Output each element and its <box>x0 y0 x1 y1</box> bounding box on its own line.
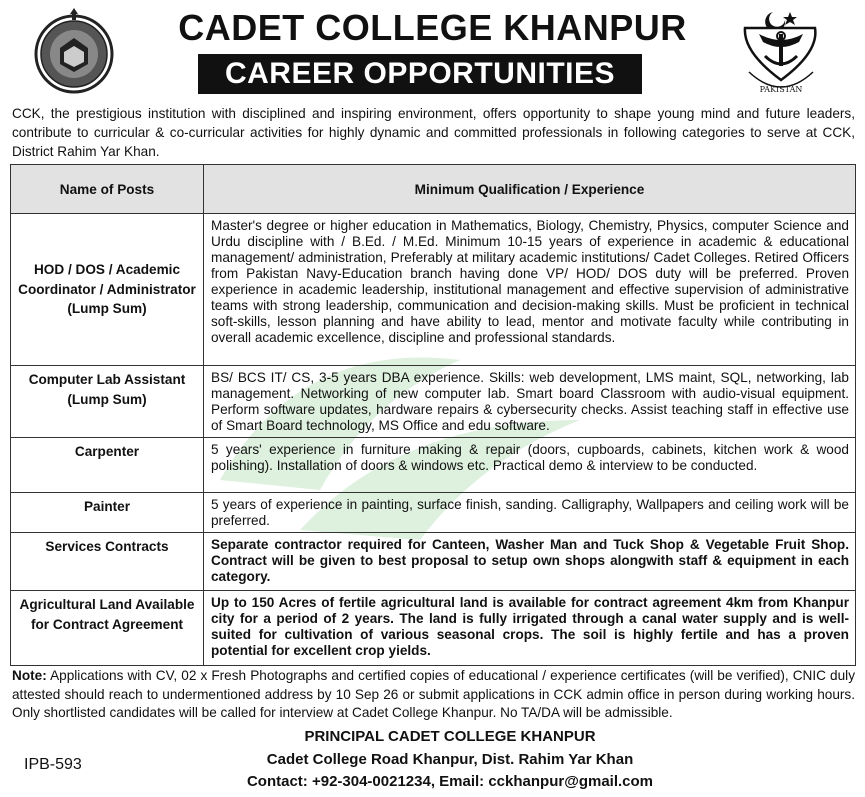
table-row <box>11 493 856 533</box>
header-name-of-posts: Name of Posts <box>11 165 204 214</box>
post-description: Master's degree or higher education in Mathematics, Biology, Chemistry, Physics, computer Science and Urdu discipline with / B.Ed. / M.Ed. Minimum 10-15 years of experience in academic & educational management/ administration, Preferably at military academic institutions/ Cadet Colleges. Retired Officers from Pakistan Navy-Education branch having done VP/ HOD/ DOS duty will be preferred. Proven experience in academic leadership, institutional management and effective supervision of administrative teams with strong leadership, communication and decision-making skills. Must be proficient in technical soft-skills, lesson planning and have ability to lead, mentor and motivate faculty while contributing in overall academic excellence, discipline and professional standards. <box>204 214 856 366</box>
table-row <box>11 366 856 438</box>
posts-table <box>10 164 856 666</box>
post-name: Services Contracts <box>11 533 204 591</box>
page-title: CADET COLLEGE KHANPUR <box>178 7 687 48</box>
post-description: Up to 150 Acres of fertile agricultural land is available for contract agreement 4km from Khanpur city for a period of 2 years. The land is fully irrigated through a canal water supply and is well-suited for cultivation of various seasonal crops. The soil is highly fertile and has a proven potential for excellent crop yields. <box>204 591 856 666</box>
post-description: Separate contractor required for Canteen, Washer Man and Tuck Shop & Vegetable Fruit Shop. Contract will be given to best proposal to setup own shops alongwith staff & equipment in each category. <box>204 533 856 591</box>
application-note <box>12 667 855 723</box>
post-name: Painter <box>11 493 204 533</box>
contact-phone-email: Contact: +92-304-0021234, Email: cckhanpur@gmail.com <box>246 773 654 790</box>
post-name: Agricultural Land Available for Contract Agreement <box>11 591 204 666</box>
pakistan-crest-text: PAKISTAN <box>759 85 803 94</box>
header-minimum-qualification: Minimum Qualification / Experience <box>204 165 856 214</box>
contact-address: Cadet College Road Khanpur, Dist. Rahim Yar Khan <box>266 750 634 768</box>
career-opportunities-banner: CAREER OPPORTUNITIES <box>198 54 642 94</box>
contact-principal: PRINCIPAL CADET COLLEGE KHANPUR <box>304 728 596 745</box>
post-name: Computer Lab Assistant (Lump Sum) <box>11 366 204 438</box>
table-row <box>11 533 856 591</box>
post-name: Carpenter <box>11 438 204 493</box>
table-row <box>11 591 856 666</box>
table-row <box>11 214 856 366</box>
contact-block <box>215 726 685 794</box>
post-description: 5 years of experience in painting, surface finish, sanding. Calligraphy, Wallpapers and ceiling work will be preferred. <box>204 493 856 533</box>
note-label: Note: <box>12 668 47 683</box>
intro-paragraph: CCK, the prestigious institution with disciplined and inspiring environment, offers opportunity to shape young mind and future leaders, contribute to curricular & co-curricular activities for highly dynamic and committed professionals in following categories to serve at CCK, District Rahim Yar Khan. <box>12 106 855 159</box>
table-row <box>11 438 856 493</box>
ipb-number: IPB-593 <box>24 756 82 773</box>
post-description: 5 years' experience in furniture making & repair (doors, cupboards, cabinets, kitchen work & wood polishing). Installation of doors & windows etc. Practical demo & interview to be conducted. <box>204 438 856 493</box>
note-text: Applications with CV, 02 x Fresh Photographs and certified copies of educational / experience certificates (will be verified), CNIC duly attested should reach to undermentioned address by 10 Sep 26 or submit applications in CCK admin office in person during working hours. Only shortlisted candidates will be called for interview at Cadet College Khanpur. No TA/DA will be admissible. <box>12 668 855 720</box>
post-description: BS/ BCS IT/ CS, 3-5 years DBA experience. Skills: web development, LMS maint, SQL, networking, lab management. Networking of new computer lab. Smart board Classroom with audio-visual equipment. Perform software updates, hardware repairs & cybersecurity checks. Assist teaching staff in effective use of Smart Board technology, MS Office and edu software. <box>204 366 856 438</box>
post-name: HOD / DOS / Academic Coordinator / Administrator (Lump Sum) <box>11 214 204 366</box>
